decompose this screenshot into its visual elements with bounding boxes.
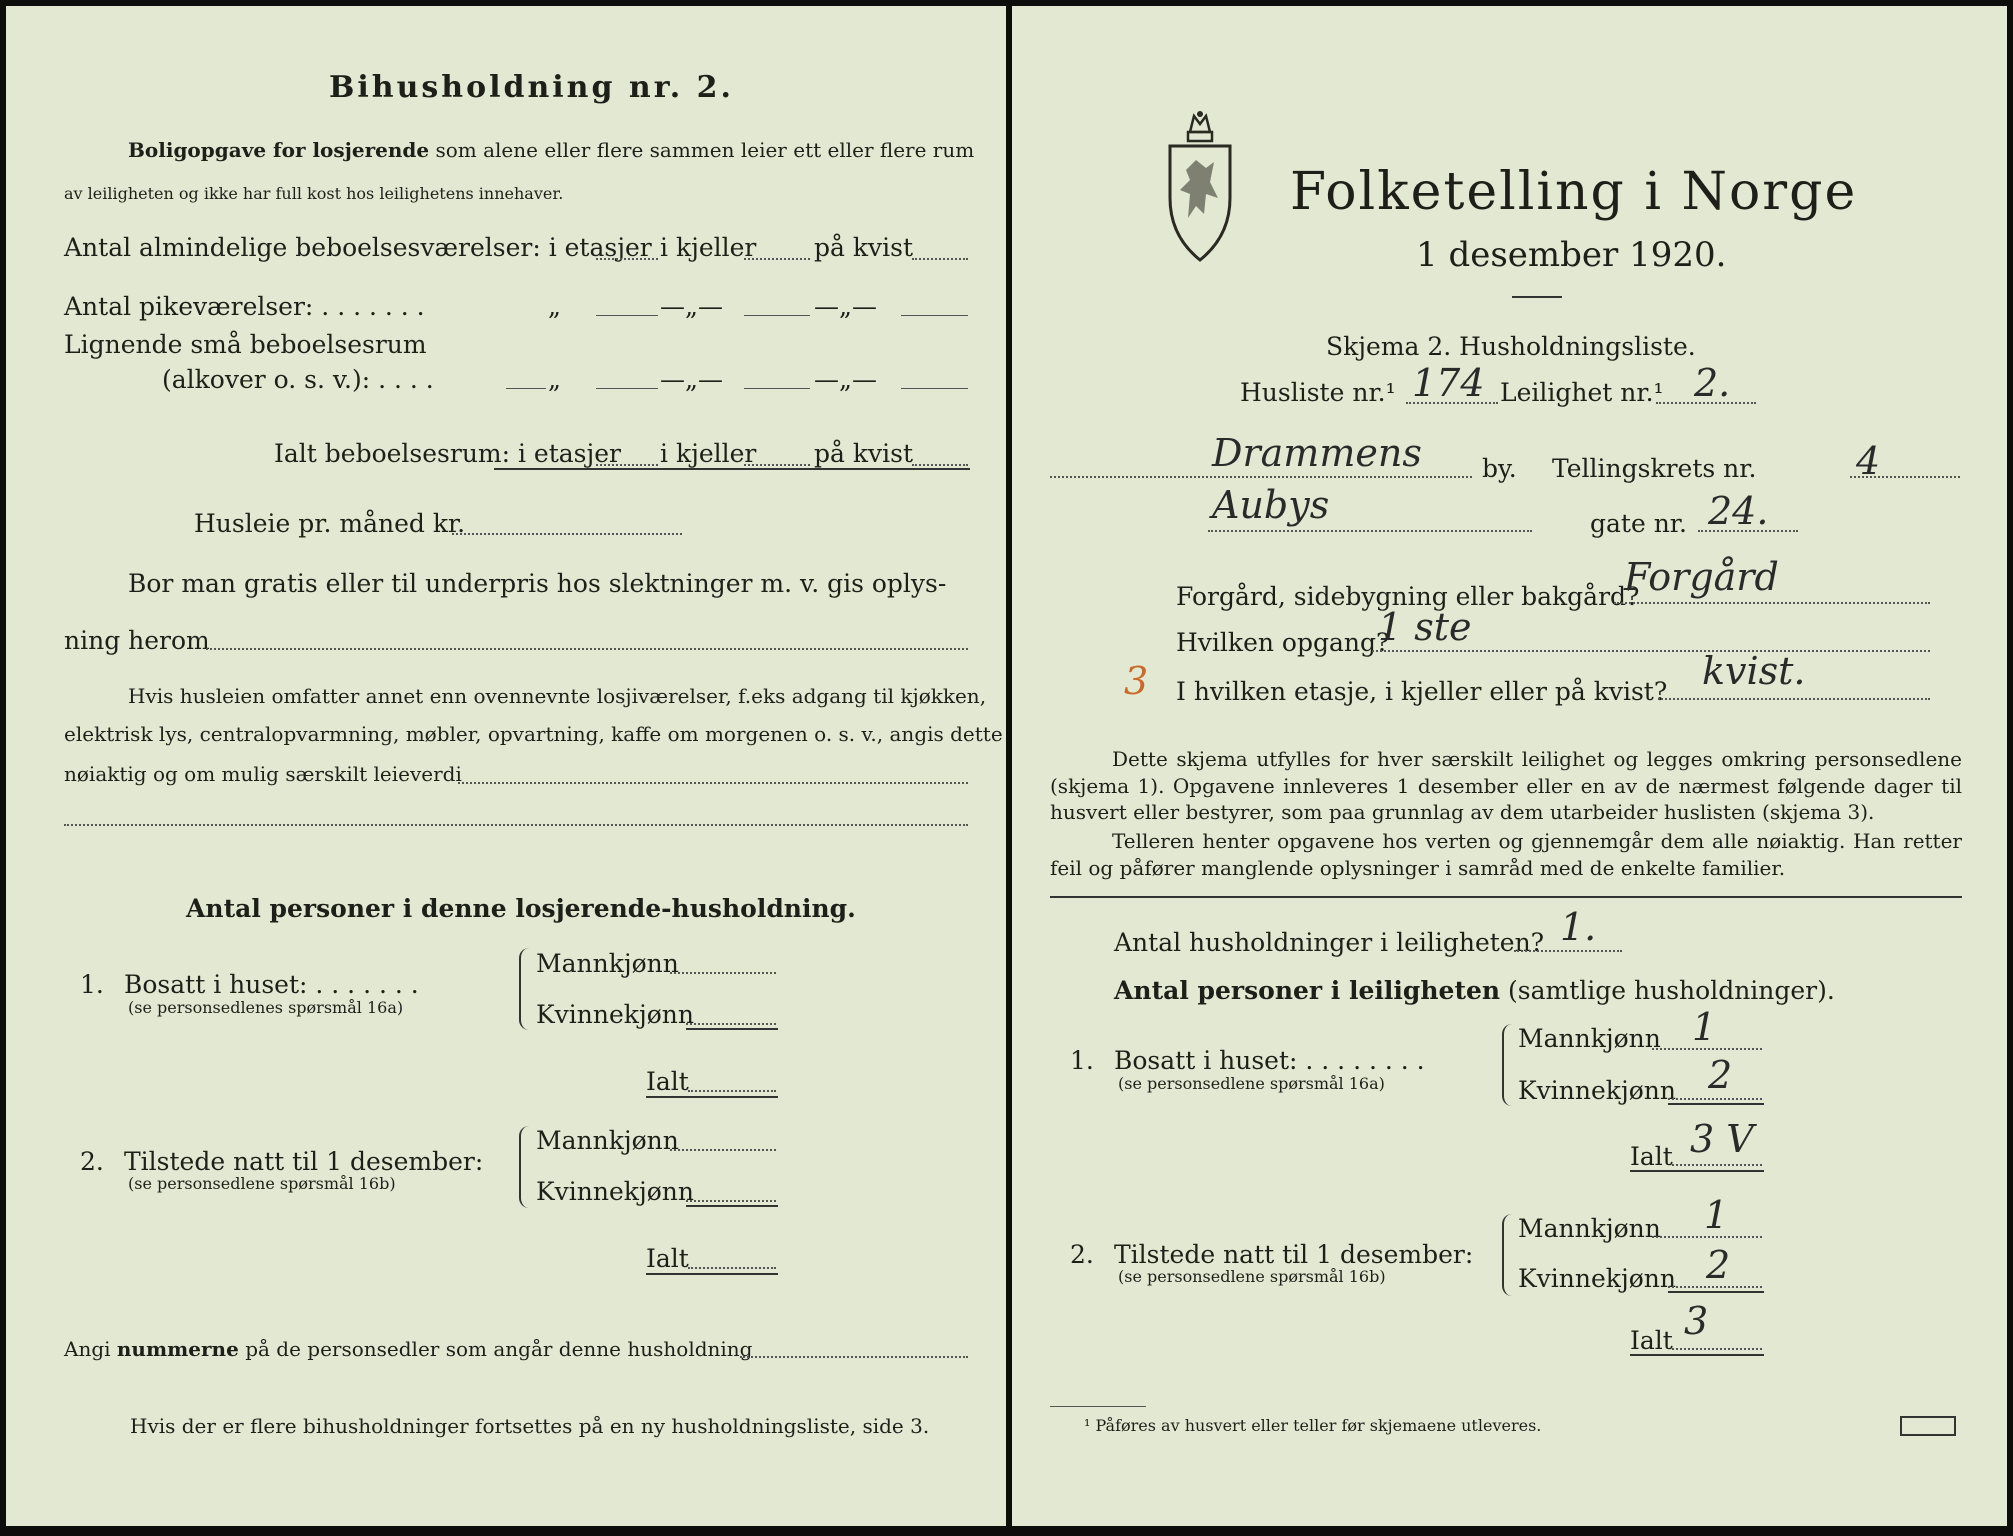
right-q2-brace (1502, 1214, 1516, 1296)
right-q2-ialt-rule (1630, 1354, 1764, 1356)
left-q1-label: Bosatt i huset: . . . . . . . (124, 970, 419, 999)
husleie-note-2: elektrisk lys, centralopvarmning, møbler, opvartning, kaffe om morgenen o. s. v., angis dette (64, 722, 1003, 746)
forgaard-label: Forgård, sidebygning eller bakgård? (1176, 582, 1640, 611)
gratis-line-1: Bor man gratis eller til underpris hos slektninger m. v. gis oplys- (128, 569, 947, 598)
ialt-kvist-field[interactable] (912, 464, 968, 466)
right-q1-label: Bosatt i huset: . . . . . . . . (1114, 1046, 1425, 1075)
right-date: 1 desember 1920. (1416, 235, 1727, 275)
right-q2-sub: (se personsedlene spørsmål 16b) (1118, 1267, 1386, 1286)
instructions-1: Dette skjema utfylles for hver særskilt leilighet og legges omkring personsedlene (skjema 1). Opgavene innleveres 1 desember eller en av de nærmest følgende dager til husvert eller bestyrer, som paa grunnlag av dem utarbeider huslisten (skjema 3). (1050, 747, 1962, 825)
alkover-ditto-1: „ (548, 365, 561, 394)
street-field[interactable] (1208, 530, 1532, 532)
husleie-note-3: nøiaktig og om mulig særskilt leieverdi (64, 762, 462, 786)
gate-label: gate nr. (1590, 509, 1687, 538)
left-q2-ialt-label: Ialt (646, 1244, 689, 1273)
right-q1-mann-value: 1 (1692, 1005, 1717, 1049)
right-q1-kvinne-value: 2 (1708, 1053, 1733, 1097)
pike-kjeller-field[interactable] (744, 315, 810, 316)
gate-value: 24. (1708, 489, 1769, 533)
etasje-value: kvist. (1702, 649, 1806, 693)
krets-value: 4 (1856, 439, 1881, 483)
alkover-kvist-field[interactable] (901, 388, 968, 389)
husliste-value: 174 (1412, 361, 1485, 405)
right-persons-heading (1114, 978, 1835, 1003)
right-q1-kvinne-field[interactable] (1668, 1098, 1762, 1100)
right-q1-brace (1502, 1024, 1516, 1106)
left-q1-ialt-field[interactable] (688, 1090, 776, 1092)
left-q2-ialt-field[interactable] (688, 1267, 776, 1269)
right-q1-sub: (se personsedlene spørsmål 16a) (1118, 1074, 1385, 1093)
right-q2-ialt-label: Ialt (1630, 1326, 1673, 1355)
right-q2-mann-value: 1 (1704, 1193, 1729, 1237)
left-q1-kvinne-rule (686, 1028, 778, 1030)
left-q2-label: Tilstede natt til 1 desember: (124, 1147, 484, 1176)
opgang-value: 1 ste (1378, 605, 1472, 649)
husleie-label: Husleie pr. måned kr. (194, 509, 466, 538)
left-q1-mann-label: Mannkjønn (536, 949, 679, 978)
husholdninger-value: 1. (1560, 905, 1597, 949)
left-footer: Hvis der er flere bihusholdninger fortsettes på en ny husholdningsliste, side 3. (130, 1414, 930, 1438)
lignende-label: Lignende små beboelsesrum (64, 330, 427, 359)
printer-stamp (1900, 1416, 1956, 1436)
pike-kvist-field[interactable] (901, 315, 968, 316)
intro-rest: som alene eller flere sammen leier ett eller flere rum (435, 138, 975, 162)
left-page (6, 6, 1006, 1526)
right-q2-kvinne-rule (1668, 1291, 1764, 1293)
rooms-kjeller-label: i kjeller (660, 233, 757, 262)
etasje-field[interactable] (1658, 698, 1930, 700)
angi-rest: på de personsedler som angår denne husholdning (245, 1337, 753, 1361)
instructions-2: Telleren henter opgavene hos verten og gjennemgår dem alle nøiaktig. Han retter feil og påfører manglende oplysninger i samråd med de enkelte familier. (1050, 829, 1962, 880)
right-q1-ialt-rule (1630, 1170, 1764, 1172)
right-q2-kvinne-label: Kvinnekjønn (1518, 1264, 1676, 1293)
left-q2-ialt-rule (646, 1273, 778, 1275)
left-q1-mann-field[interactable] (670, 972, 776, 974)
pike-ditto-2: —„— (660, 292, 723, 321)
rooms-kjeller-field[interactable] (744, 258, 810, 260)
left-title: Bihusholdning nr. 2. (329, 70, 734, 105)
norway-coat-of-arms-icon (1164, 110, 1236, 264)
left-q2-kvinne-field[interactable] (686, 1200, 776, 1202)
gratis-field[interactable] (206, 648, 968, 650)
left-q1-num: 1. (80, 970, 104, 999)
gratis-line-2: ning herom (64, 626, 210, 655)
ialt-kjeller-field[interactable] (744, 464, 810, 466)
footnote: ¹ Påføres av husvert eller teller før skjemaene utleveres. (1084, 1416, 1542, 1435)
right-q2-ialt-field[interactable] (1672, 1348, 1762, 1350)
right-q2-ialt-value: 3 (1684, 1299, 1709, 1343)
alkover-label: (alkover o. s. v.): . . . . (162, 365, 434, 394)
right-q1-kvinne-rule (1668, 1103, 1764, 1105)
footnote-rule (1050, 1406, 1146, 1407)
right-q1-ialt-value: 3 V (1690, 1117, 1754, 1161)
street-value: Aubys (1212, 483, 1330, 527)
ialt-underline (494, 468, 970, 470)
right-q2-mann-label: Mannkjønn (1518, 1214, 1661, 1243)
left-q1-ialt-label: Ialt (646, 1067, 689, 1096)
husliste-label: Husliste nr.¹ (1240, 378, 1396, 407)
left-q1-sub: (se personsedlenes spørsmål 16a) (128, 998, 404, 1017)
left-q1-kvinne-label: Kvinnekjønn (536, 1000, 694, 1029)
right-title: Folketelling i Norge (1290, 162, 1858, 222)
left-q2-num: 2. (80, 1147, 104, 1176)
right-persons-heading-rest: (samtlige husholdninger). (1508, 976, 1835, 1005)
opgang-label: Hvilken opgang? (1176, 628, 1390, 657)
right-q2-label: Tilstede natt til 1 desember: (1114, 1240, 1474, 1269)
angi-pre: Angi (64, 1337, 111, 1361)
pike-etasjer-field[interactable] (596, 315, 658, 316)
right-q1-ialt-field[interactable] (1672, 1164, 1762, 1166)
intro-line-1 (128, 140, 974, 160)
alkover-etasjer-field[interactable] (596, 388, 658, 389)
date-underline (1512, 296, 1562, 298)
leilighet-label: Leilighet nr.¹ (1500, 378, 1664, 407)
leieverdi-field-2[interactable] (64, 824, 968, 826)
alkover-lead (506, 388, 546, 389)
right-q1-ialt-label: Ialt (1630, 1142, 1673, 1171)
husholdninger-label: Antal husholdninger i leiligheten? (1114, 928, 1545, 957)
right-q1-num: 1. (1070, 1046, 1094, 1075)
ialt-rooms-label: Ialt beboelsesrum: i etasjer (274, 439, 622, 468)
alkover-ditto-3: —„— (814, 365, 877, 394)
left-q2-mann-label: Mannkjønn (536, 1126, 679, 1155)
etasje-label: I hvilken etasje, i kjeller eller på kvist? (1176, 677, 1668, 706)
leieverdi-field[interactable] (458, 782, 968, 784)
rooms-label: Antal almindelige beboelsesværelser: i etasjer (64, 233, 652, 262)
husleie-field[interactable] (452, 533, 682, 535)
angi-bold: nummerne (116, 1337, 239, 1361)
rooms-kvist-label: på kvist (814, 233, 913, 262)
ialt-kjeller-label: i kjeller (660, 439, 757, 468)
right-q1-mann-label: Mannkjønn (1518, 1024, 1661, 1053)
angi-line (64, 1339, 752, 1359)
left-q1-brace (519, 948, 533, 1030)
krets-label: Tellingskrets nr. (1552, 454, 1757, 483)
alkover-kjeller-field[interactable] (744, 388, 810, 389)
left-q1-ialt-rule (646, 1096, 778, 1098)
city-value: Drammens (1212, 431, 1422, 475)
opgang-field[interactable] (1372, 650, 1930, 652)
forgaard-field[interactable] (1614, 602, 1930, 604)
instructions-rule (1050, 896, 1962, 898)
right-q1-kvinne-label: Kvinnekjønn (1518, 1076, 1676, 1105)
pike-label: Antal pikeværelser: . . . . . . . (64, 292, 425, 321)
ialt-kvist-label: på kvist (814, 439, 913, 468)
intro-bold: Boligopgave for losjerende (128, 138, 430, 162)
left-q1-kvinne-field[interactable] (686, 1023, 776, 1025)
intro-line-2: av leiligheten og ikke har full kost hos leilighetens innehaver. (64, 184, 564, 203)
left-q2-brace (519, 1126, 533, 1208)
left-q2-kvinne-label: Kvinnekjønn (536, 1177, 694, 1206)
right-q2-num: 2. (1070, 1240, 1094, 1269)
pike-ditto-3: —„— (814, 292, 877, 321)
skjema-label: Skjema 2. Husholdningsliste. (1326, 332, 1696, 361)
right-persons-heading-bold: Antal personer i leiligheten (1114, 976, 1501, 1005)
forgaard-value: Forgård (1624, 555, 1779, 599)
left-q2-sub: (se personsedlene spørsmål 16b) (128, 1174, 396, 1193)
left-q2-mann-field[interactable] (670, 1149, 776, 1151)
pike-ditto-1: „ (548, 292, 561, 321)
right-q2-kvinne-value: 2 (1706, 1243, 1731, 1287)
by-label: by. (1482, 454, 1517, 483)
left-q2-kvinne-rule (686, 1205, 778, 1207)
husholdninger-field[interactable] (1514, 950, 1622, 952)
alkover-ditto-2: —„— (660, 365, 723, 394)
left-persons-heading: Antal personer i denne losjerende-husholdning. (186, 894, 856, 923)
city-field[interactable] (1050, 476, 1472, 478)
angi-field[interactable] (740, 1356, 968, 1358)
rooms-etasjer-field[interactable] (596, 258, 658, 260)
right-page (1012, 6, 2007, 1526)
rooms-kvist-field[interactable] (912, 258, 968, 260)
leilighet-value: 2. (1694, 361, 1731, 405)
ialt-etasjer-field[interactable] (596, 464, 658, 466)
margin-mark: 3 (1124, 659, 1149, 703)
husleie-note-1: Hvis husleien omfatter annet enn ovennevnte losjiværelser, f.eks adgang til kjøkken, (128, 684, 987, 708)
